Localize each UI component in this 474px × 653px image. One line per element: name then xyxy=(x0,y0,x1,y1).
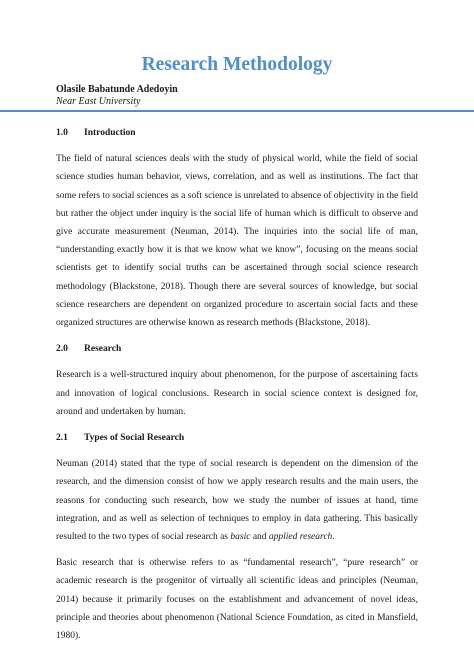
section-number: 2.0 xyxy=(56,344,68,355)
author-affiliation: Near East University xyxy=(56,96,141,107)
section-heading xyxy=(56,340,418,358)
header-divider xyxy=(0,110,474,112)
paragraph-text: and xyxy=(250,532,269,543)
section-title: Types of Social Research xyxy=(84,433,185,444)
paragraph-text: . xyxy=(332,532,335,543)
author-name: Olasile Babatunde Adedoyin xyxy=(56,84,178,95)
paragraph: Research is a well-structured inquiry about phenomenon, for the purpose of ascertaining facts and innovation of logical conclusions. Research in social science context is designed for, around and undertaken by human. xyxy=(56,370,418,417)
section-number: 2.1 xyxy=(56,433,68,444)
section-heading xyxy=(56,124,418,142)
section-number: 1.0 xyxy=(56,128,68,138)
paragraph xyxy=(56,455,418,546)
document-title: Research Methodology xyxy=(141,54,333,75)
emphasis-basic: basic xyxy=(230,532,251,543)
section-title: Research xyxy=(84,344,122,355)
document-body xyxy=(56,124,418,653)
paragraph: Basic research that is otherwise refers to as “fundamental research”, “pure research” or academic research is the progenitor of virtually all scientific ideas and principles (Neuman, 2014) because it primarily focuses on the establishment and advancement of novel ideas, principle and theories about phenomenon (National Science Foundation, as cited in Mansfield, 1980). xyxy=(56,558,418,642)
paragraph: The field of natural sciences deals with the study of physical world, while the field of social science studies human behavior, views, correlation, and as well as institutions. The fact that some refers to social sciences as a soft science is unrelated to absence of objectivity in the field but rather the object under inquiry is the social life of human which is difficult to observe and give accurate measurement (Neuman, 2014). The inquiries into the social life of man, “understanding exactly how it is that we know what we know”, focusing on the means social scientists get to identify social truths can be ascertained through social science research methodology (Blackstone, 2018). Though there are several sources of knowledge, but social science researchers are dependent on organized procedure to ascertain social facts and these organized structures are otherwise known as research methods (Blackstone, 2018). xyxy=(56,154,418,329)
section-heading xyxy=(56,429,418,447)
emphasis-applied: applied research xyxy=(268,532,333,543)
paragraph-text: Neuman (2014) stated that the type of social research is dependent on the dimension of the research, and the dimension consist of how we apply research results and the main users, the reasons for conducting such research, how we study the number of issues at hand, time integration, and as well as selection of techniques to employ in data gathering. This basically resulted to the two types of social research as xyxy=(56,459,418,543)
section-title: Introduction xyxy=(84,128,136,138)
